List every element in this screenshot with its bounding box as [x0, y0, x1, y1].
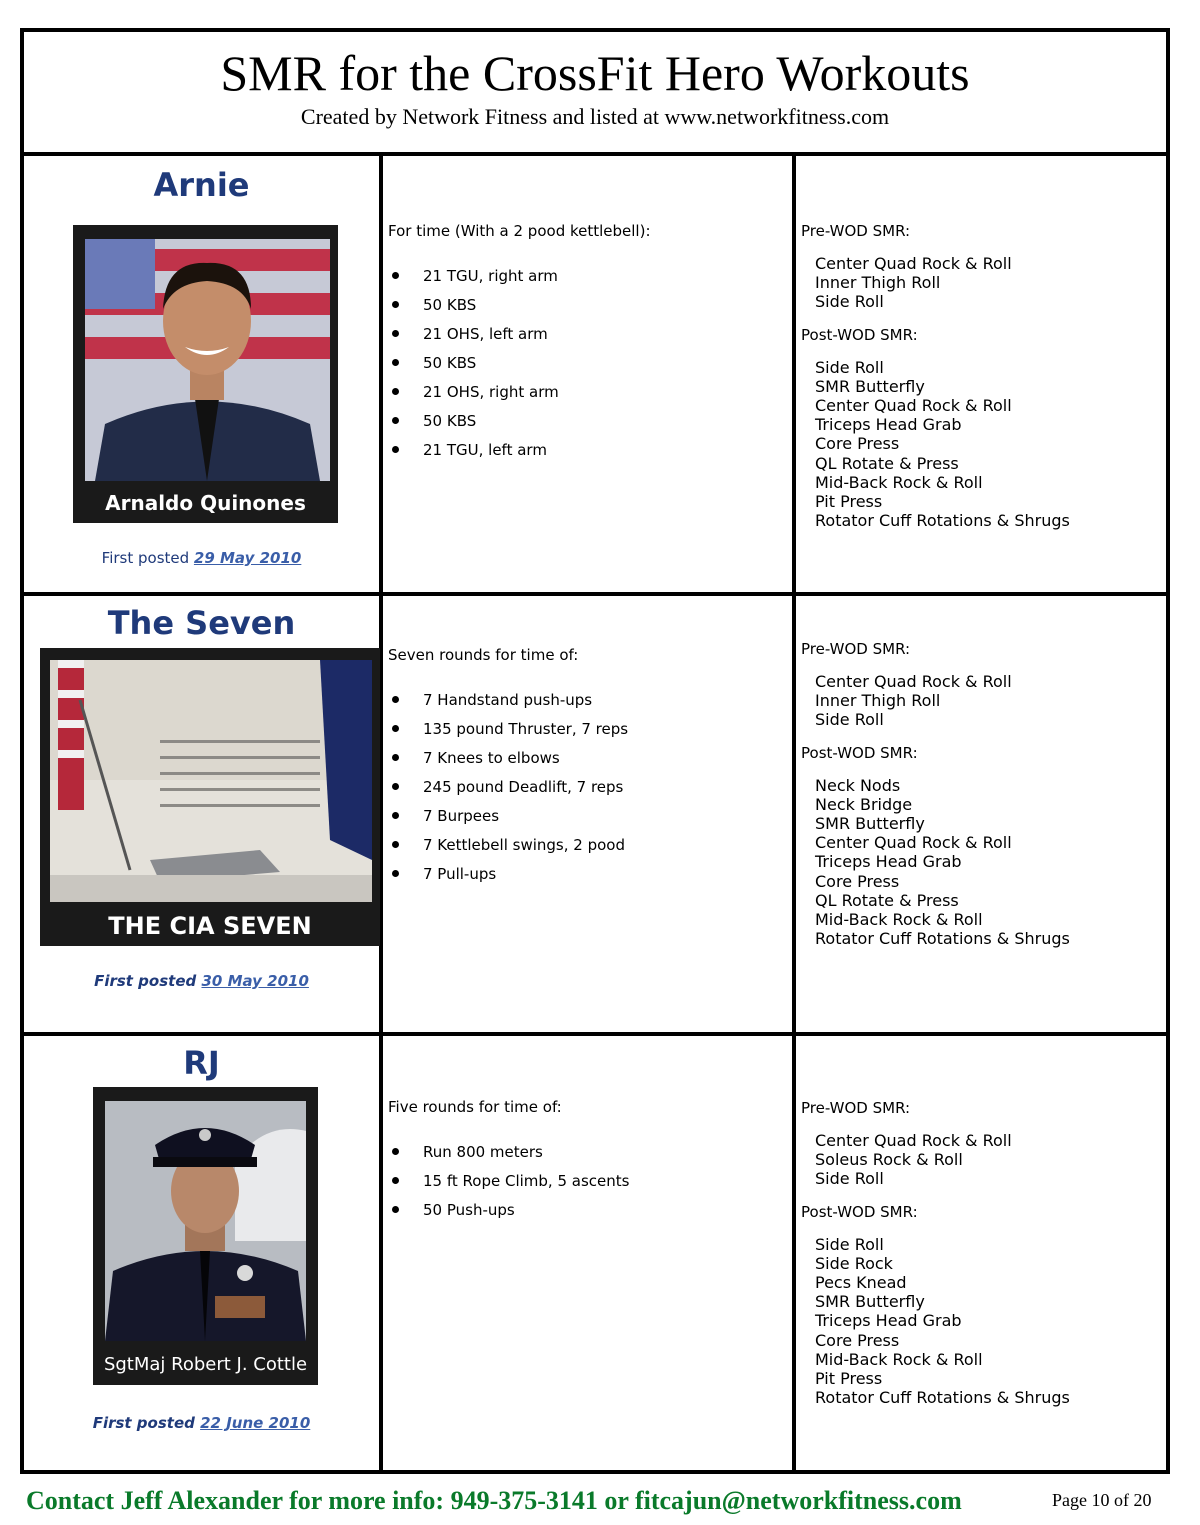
first-posted-label: First posted	[101, 549, 194, 567]
smr-item: Rotator Cuff Rotations & Shrugs	[815, 1388, 1070, 1408]
smr-item: QL Rotate & Press	[815, 453, 959, 473]
smr-item: Pit Press	[815, 492, 883, 512]
post-wod-heading: Post-WOD SMR:	[801, 325, 918, 344]
smr-item: Triceps Head Grab	[815, 415, 962, 435]
hero-name: Arnie	[153, 166, 250, 204]
wod-cell	[383, 596, 792, 1032]
wod-item: 50 KBS	[388, 407, 792, 436]
wod-list	[388, 262, 792, 465]
smr-item: SMR Butterfly	[815, 376, 925, 396]
wod-item: 21 OHS, right arm	[388, 378, 792, 407]
memorial-illustration	[50, 660, 372, 902]
memorial-image	[50, 660, 372, 902]
smr-item: Side Roll	[815, 1169, 884, 1189]
hero-photo	[73, 225, 338, 523]
wod-item: 7 Kettlebell swings, 2 pood	[388, 831, 792, 860]
hero-cell	[24, 596, 379, 1032]
wod-item: 7 Burpees	[388, 802, 792, 831]
wod-list	[388, 686, 792, 889]
smr-item: Side Roll	[815, 357, 884, 377]
smr-item: Center Quad Rock & Roll	[815, 833, 1012, 853]
post-wod-list	[815, 1235, 1166, 1408]
photo-caption: SgtMaj Robert J. Cottle	[103, 1354, 308, 1375]
wod-cell	[383, 1036, 792, 1470]
smr-item: Inner Thigh Roll	[815, 691, 941, 711]
portrait-image	[85, 239, 330, 481]
page-subtitle: Created by Network Fitness and listed at www.networkfitness.com	[300, 104, 890, 129]
wod-item: 15 ft Rope Climb, 5 ascents	[388, 1167, 792, 1196]
smr-item: Pecs Knead	[815, 1273, 907, 1293]
posted-date-link[interactable]: 29 May 2010	[193, 549, 302, 567]
footer-contact: Contact Jeff Alexander for more info: 949-375-3141 or fitcajun@networkfitness.com	[26, 1486, 962, 1515]
pre-wod-list	[815, 672, 1166, 730]
wod-list	[388, 1138, 792, 1225]
hero-name: RJ	[183, 1044, 220, 1082]
smr-item: Inner Thigh Roll	[815, 273, 941, 293]
portrait-image	[105, 1101, 306, 1341]
wod-item: Run 800 meters	[388, 1138, 792, 1167]
post-wod-heading: Post-WOD SMR:	[801, 743, 918, 762]
smr-item: Neck Bridge	[815, 794, 913, 814]
workout-row-arnie	[24, 156, 1166, 596]
smr-item: Soleus Rock & Roll	[815, 1150, 963, 1170]
wod-item: 21 OHS, left arm	[388, 320, 792, 349]
page-number: Page 10 of 20	[1052, 1490, 1152, 1510]
smr-item: Center Quad Rock & Roll	[815, 396, 1012, 416]
workout-row-rj	[24, 1036, 1166, 1470]
wod-item: 50 KBS	[388, 349, 792, 378]
posted-date-link[interactable]: 22 June 2010	[200, 1414, 311, 1432]
posted-date-link[interactable]: 30 May 2010	[201, 972, 309, 990]
first-posted	[24, 972, 379, 990]
smr-item: Center Quad Rock & Roll	[815, 1131, 1012, 1150]
smr-item: QL Rotate & Press	[815, 890, 959, 910]
smr-item: Rotator Cuff Rotations & Shrugs	[815, 929, 1070, 949]
smr-item: Center Quad Rock & Roll	[815, 254, 1012, 273]
first-posted-label: First posted	[92, 1414, 201, 1432]
first-posted	[24, 1414, 379, 1432]
smr-cell	[796, 596, 1166, 1032]
wod-intro: Seven rounds for time of:	[388, 646, 579, 664]
wod-item: 21 TGU, left arm	[388, 436, 792, 465]
document-frame	[20, 28, 1170, 1474]
smr-item: Neck Nods	[815, 775, 901, 795]
wod-intro: For time (With a 2 pood kettlebell):	[388, 222, 651, 240]
smr-cell	[796, 1036, 1166, 1470]
smr-item: Side Rock	[815, 1253, 893, 1273]
smr-item: SMR Butterfly	[815, 1292, 925, 1312]
smr-item: Mid-Back Rock & Roll	[815, 1349, 983, 1369]
pre-wod-heading: Pre-WOD SMR:	[801, 222, 911, 240]
smr-item: SMR Butterfly	[815, 814, 925, 834]
smr-item: Rotator Cuff Rotations & Shrugs	[815, 511, 1070, 531]
photo-caption: THE CIA SEVEN	[108, 912, 312, 940]
wod-item: 7 Knees to elbows	[388, 744, 792, 773]
smr-cell	[796, 156, 1166, 592]
smr-item: Mid-Back Rock & Roll	[815, 910, 983, 930]
post-wod-list	[815, 776, 1166, 949]
smr-item: Side Roll	[815, 292, 884, 312]
photo-caption: Arnaldo Quinones	[105, 491, 306, 515]
wod-item: 7 Handstand push-ups	[388, 686, 792, 715]
wod-cell	[383, 156, 792, 592]
smr-item: Pit Press	[815, 1369, 883, 1389]
hero-photo	[40, 648, 380, 946]
wod-item: 50 KBS	[388, 291, 792, 320]
first-posted	[24, 549, 379, 567]
smr-item: Center Quad Rock & Roll	[815, 672, 1012, 691]
pre-wod-heading: Pre-WOD SMR:	[801, 1099, 911, 1117]
first-posted-label: First posted	[94, 972, 202, 990]
wod-intro: Five rounds for time of:	[388, 1098, 562, 1116]
pre-wod-list	[815, 254, 1166, 312]
wod-item: 21 TGU, right arm	[388, 262, 792, 291]
smr-item: Core Press	[815, 871, 900, 891]
smr-item: Mid-Back Rock & Roll	[815, 472, 983, 492]
smr-item: Triceps Head Grab	[815, 1311, 962, 1331]
pre-wod-list	[815, 1131, 1166, 1189]
page-header	[24, 32, 1166, 156]
smr-item: Side Roll	[815, 710, 884, 730]
wod-item: 50 Push-ups	[388, 1196, 792, 1225]
smr-item: Triceps Head Grab	[815, 852, 962, 872]
smr-item: Side Roll	[815, 1234, 884, 1254]
smr-item: Core Press	[815, 434, 900, 454]
workout-row-the-seven	[24, 596, 1166, 1036]
portrait-illustration	[105, 1101, 306, 1341]
wod-item: 135 pound Thruster, 7 reps	[388, 715, 792, 744]
wod-item: 245 pound Deadlift, 7 reps	[388, 773, 792, 802]
hero-cell	[24, 156, 379, 592]
hero-cell	[24, 1036, 379, 1470]
smr-item: Core Press	[815, 1330, 900, 1350]
pre-wod-heading: Pre-WOD SMR:	[801, 640, 911, 658]
hero-photo	[93, 1087, 318, 1385]
post-wod-list	[815, 358, 1166, 531]
post-wod-heading: Post-WOD SMR:	[801, 1202, 918, 1221]
portrait-illustration	[85, 239, 330, 481]
hero-name: The Seven	[107, 604, 296, 642]
page-title: SMR for the CrossFit Hero Workouts	[220, 45, 970, 101]
wod-item: 7 Pull-ups	[388, 860, 792, 889]
